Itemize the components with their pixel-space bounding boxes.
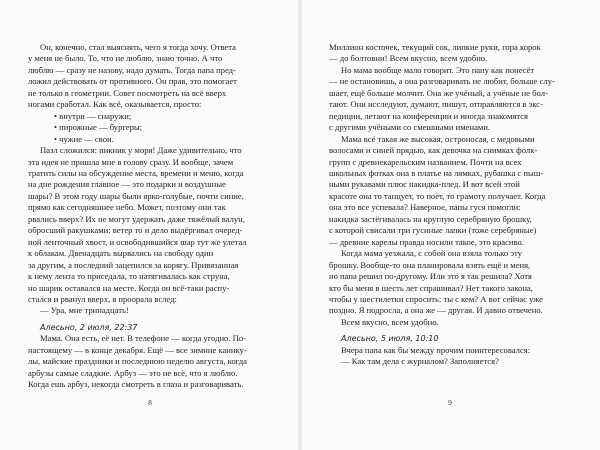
text-line: шары? В этом году шары были ярко-голубые, почти синие, xyxy=(28,190,244,201)
text-line: ными рукавами плюс накидка-плед. И вот всей этой xyxy=(329,179,520,190)
diary-entry-heading: Алесьно, 5 июля, 10:10 xyxy=(341,334,439,344)
text-line: стался и рванул вверх, я проорала вслед: xyxy=(28,293,177,304)
text-line: к облакам. Двенадцать вырвались на свободу один xyxy=(28,248,214,259)
text-line: люблю — сразу не назову, надо думать. Тогда папа пред- xyxy=(28,64,236,75)
text-line: педиции, летают на конференции и иногда знакомятся xyxy=(329,110,528,121)
text-line: чтобы у шестилетки спросить: ты с кем? А вот сейчас уже xyxy=(329,293,543,304)
text-line: но папа решил по-другому. Или это я так решила? Хотя xyxy=(329,271,532,282)
text-line: ложил действовать от противного. Он прав, это помогает xyxy=(28,76,237,87)
text-line: школьных фотках она в платье на лямках, рубашка с пыш- xyxy=(329,167,544,178)
diary-entry-heading: Алесьно, 2 июля, 22:37 xyxy=(40,322,138,332)
text-line: за другим, а последний зацепился за корягу. Привязанная xyxy=(28,259,239,270)
right-page xyxy=(300,0,600,450)
text-line: с другими учёными со смешными именами. xyxy=(329,122,491,133)
text-line: — древние карелы правда носили такое, это красиво. xyxy=(329,236,524,247)
page-number-left: 8 xyxy=(148,398,152,407)
text-line: Всем вкусно, всем удобно. xyxy=(341,316,439,327)
text-line: накидка застёгивалась на круглую серебряную брошку, xyxy=(329,213,532,224)
text-line: Мама. Она есть, её нет. В телефоне — когда угодно. По- xyxy=(40,333,247,344)
text-line: ногами сработал. Как всё, оказывается, просто: xyxy=(28,99,202,110)
text-line: брошку. Вообще-то она планировала взять ещё и меня, xyxy=(329,259,531,270)
text-line: Мама всё такая же высокая, остроносая, с медовыми xyxy=(341,133,535,144)
text-line: к нему лента то приседала, то натягивалась как струна, xyxy=(28,271,230,282)
text-line: тают. Они исследуют, думают, пишут, отправляются в экс- xyxy=(329,99,543,110)
text-line: арбузы самые сладкие. Арбуз — это не всё, что я люблю. xyxy=(28,367,238,378)
text-line: на дне рождения главное — это подарки и воздушные xyxy=(28,179,226,190)
bullet-line: • внутри — снаружи; xyxy=(54,110,132,121)
text-line: у меня не было. То, что не люблю, знаю точно. А что xyxy=(28,53,223,64)
text-line: красоте она то танцует, то поёт, то грамоту получает. Когда xyxy=(329,190,546,201)
text-line: не только в геометрии. Совет посмотреть на всё вверх xyxy=(28,87,227,98)
text-line: Миллион косточек, текущий сок, липкие руки, гора корок xyxy=(329,42,541,52)
text-line: Вчера папа как бы между прочим поинтересовался: xyxy=(341,344,531,355)
text-line: волосами и синей прядью, как девочка на снимках фолк- xyxy=(329,145,538,156)
text-line: — до болтовни! Всем вкусно, всем удобно. xyxy=(329,53,488,64)
bullet-line: • пирожные — бургеры; xyxy=(54,122,143,133)
text-line: поздно. Я подросла, а она же — другая. И давно отвечено. xyxy=(329,305,543,316)
text-line: Когда ешь арбуз, некогда смотреть в глаза и разговаривать. xyxy=(28,379,244,390)
text-line: лы, майские праздники и последнюю неделю августа, когда xyxy=(28,356,247,367)
text-line: она это все успевала? Наверное, папы гуся помогли: xyxy=(329,202,521,213)
text-line: Он, конечно, стал выяснять, чего я тогда хочу. Ответа xyxy=(40,42,236,52)
text-line: Пазл сложился: пикник у моря! Даже удивительно, что xyxy=(40,145,242,156)
text-line: кто бы меня в шесть лет спрашивал? Нет такого закона, xyxy=(329,282,533,293)
left-page-text xyxy=(28,42,268,391)
text-line: настоящему — в конце декабря. Ещё — все зимние канику- xyxy=(28,344,247,355)
dialogue-line: — Как там дела с журналом? Заполняется? xyxy=(341,356,499,367)
text-line: прямо как сегодняшнее небо. Может, поэтому они так xyxy=(28,202,226,213)
text-line: с которой свисали три гусиные лапки (тоже серебряные) xyxy=(329,225,537,236)
right-page-text xyxy=(329,42,569,368)
text-line: эта идея не пришла мне в голову сразу. И вообще, зачем xyxy=(28,156,234,167)
bullet-line: • чужие — свои. xyxy=(54,133,114,144)
text-line: ной ленточный хвост, и освободившийся шар тут же улетал xyxy=(28,236,247,247)
text-line: групп с древнекарельским названием. Почти на всех xyxy=(329,156,522,167)
text-line: рвались вверх? Их не могут удержать даже тяжёлый валун, xyxy=(28,213,245,224)
text-line: шает, ещё больше молчит. Она же учёный, а учёные не бол- xyxy=(329,87,548,98)
text-line: Когда мама уезжала, с собой она взяла только эту xyxy=(341,248,522,259)
dialogue-line: — Ура, мне тринадцать! xyxy=(40,305,129,316)
text-line: Но мама вообще мало говорит. Это папу как понесёт xyxy=(341,64,535,75)
text-line: — не остановишь, а она разговаривать не любит, больше слу- xyxy=(329,76,555,87)
text-line: обросший ракушками: ветер то и дело выдёргивал очеред- xyxy=(28,225,243,236)
page-number-right: 9 xyxy=(448,398,452,407)
text-line: но шарик оставался на месте. Когда он всё-таки распу- xyxy=(28,282,230,293)
text-line: тратить силы на обсуждение места, времени и меню, когда xyxy=(28,167,244,178)
